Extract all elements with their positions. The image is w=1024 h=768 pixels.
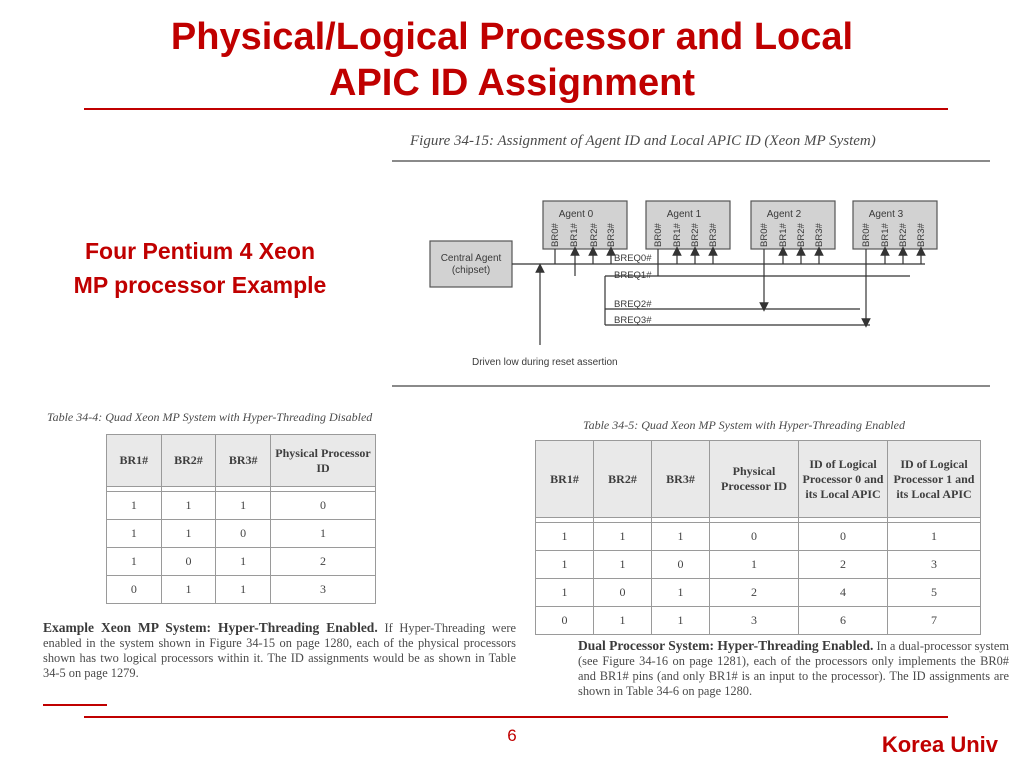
agent-1-label: Agent 1: [666, 209, 702, 220]
table-cell: 1: [652, 523, 710, 551]
agent-2-pin-br0: BR0#: [759, 223, 770, 247]
agent-0-pin-br0: BR0#: [550, 223, 561, 247]
table-row: [536, 551, 981, 579]
slide-title-line-2: APIC ID Assignment: [329, 62, 695, 104]
table-cell: 4: [799, 579, 888, 607]
breq1-label: BREQ1#: [614, 270, 652, 281]
col-header: Physical Processor ID: [710, 441, 799, 518]
agent-2-pin-br1: BR1#: [778, 223, 789, 247]
table-cell: 0: [161, 548, 216, 576]
table-row: [536, 579, 981, 607]
table-cell: 0: [652, 551, 710, 579]
agent-3-pin-br0: BR0#: [861, 223, 872, 247]
agent-2-pin-br2: BR2#: [796, 223, 807, 247]
table-left: [106, 434, 376, 604]
table-cell: 1: [652, 579, 710, 607]
title-divider: [84, 108, 948, 110]
agent-3-pin-br1: BR1#: [880, 223, 891, 247]
agent-1-pin-br1: BR1#: [672, 223, 683, 247]
agent-2-label: Agent 2: [766, 209, 802, 220]
side-caption-line-1: Four Pentium 4 Xeon: [84, 238, 316, 264]
paragraph-right: [578, 638, 1009, 699]
table-cell: 0: [710, 523, 799, 551]
col-header: BR1#: [107, 435, 162, 487]
table-cell: 1: [161, 520, 216, 548]
table-cell: 1: [161, 576, 216, 604]
table-cell: 1: [594, 523, 652, 551]
table-right: [535, 440, 981, 635]
agent-0-pin-br3: BR3#: [606, 223, 617, 247]
table-cell: 0: [594, 579, 652, 607]
table-cell: 3: [710, 607, 799, 635]
table-cell: 1: [594, 607, 652, 635]
table-cell: 1: [594, 551, 652, 579]
col-header: BR3#: [652, 441, 710, 518]
agent-id-diagram: [392, 162, 992, 384]
agent-2-box: [751, 201, 835, 249]
accent-underline: [43, 704, 107, 706]
table-cell: 1: [652, 607, 710, 635]
col-header: BR2#: [161, 435, 216, 487]
side-caption: [30, 234, 370, 302]
table-cell: 7: [888, 607, 981, 635]
table-cell: 1: [536, 523, 594, 551]
table-cell: 1: [536, 579, 594, 607]
table-cell: 1: [271, 520, 376, 548]
agent-0-pin-br1: BR1#: [569, 223, 580, 247]
agent-1-pin-br0: BR0#: [653, 223, 664, 247]
table-header-row: [107, 435, 376, 487]
table-cell: 1: [216, 492, 271, 520]
paragraph-right-heading: Dual Processor System: Hyper-Threading Enabled.: [578, 638, 874, 653]
page-number: 6: [507, 726, 517, 745]
agent-3-label: Agent 3: [868, 209, 904, 220]
agent-0-pin-br2: BR2#: [589, 223, 600, 247]
agent-3-box: [853, 201, 937, 249]
table-cell: 1: [107, 492, 162, 520]
table-cell: 0: [107, 576, 162, 604]
table-left-caption: Table 34-4: Quad Xeon MP System with Hyper-Threading Disabled: [47, 410, 373, 424]
agent-0-label: Agent 0: [558, 209, 594, 220]
table-cell: 1: [710, 551, 799, 579]
table-cell: 3: [271, 576, 376, 604]
reset-note: Driven low during reset assertion: [472, 357, 618, 368]
table-cell: 2: [710, 579, 799, 607]
col-header: ID of Logical Processor 0 and its Local APIC: [799, 441, 888, 518]
table-header-row: [536, 441, 981, 518]
table-row: [107, 520, 376, 548]
table-cell: 0: [799, 523, 888, 551]
agent-1-box: [646, 201, 730, 249]
paragraph-right-body: In a dual-processor system (see Figure 34-16 on page 1281), each of the processors only implements the BR0# and BR1# pins (and only BR1# is an input to the processor). The ID assignments are shown in Table 34-6 on page 1280.: [578, 639, 1009, 698]
table-cell: 0: [271, 492, 376, 520]
table-row: [536, 523, 981, 551]
agent-2-pin-br3: BR3#: [814, 223, 825, 247]
col-header: BR1#: [536, 441, 594, 518]
table-cell: 1: [161, 492, 216, 520]
paragraph-left: [43, 620, 516, 681]
table-cell: 2: [271, 548, 376, 576]
table-cell: 2: [799, 551, 888, 579]
agent-3-pin-br2: BR2#: [898, 223, 909, 247]
agent-0-box: [543, 201, 627, 249]
table-row: [107, 548, 376, 576]
breq0-label: BREQ0#: [614, 253, 652, 264]
table-cell: 0: [216, 520, 271, 548]
table-cell: 1: [888, 523, 981, 551]
table-cell: 1: [216, 576, 271, 604]
central-agent-box: [430, 241, 512, 287]
col-header: Physical Processor ID: [271, 435, 376, 487]
table-cell: 1: [536, 551, 594, 579]
paragraph-left-heading: Example Xeon MP System: Hyper-Threading Enabled.: [43, 620, 378, 635]
figure-caption: Figure 34-15: Assignment of Agent ID and Local APIC ID (Xeon MP System): [410, 133, 876, 149]
table-row: [107, 576, 376, 604]
table-row: [536, 607, 981, 635]
table-row: [107, 492, 376, 520]
agent-1-pin-br3: BR3#: [708, 223, 719, 247]
agent-3-pin-br3: BR3#: [916, 223, 927, 247]
col-header: BR3#: [216, 435, 271, 487]
brand-label: Korea Univ: [881, 732, 998, 757]
table-cell: 0: [536, 607, 594, 635]
footer-divider: [84, 716, 948, 718]
table-cell: 1: [107, 520, 162, 548]
table-cell: 3: [888, 551, 981, 579]
paragraph-left-body: If Hyper-Threading were enabled in the system shown in Figure 34-15 on page 1280, each of the physical processors shown has two logical processors within it. The ID assignments would be as shown in Table 34-5 on page 1279.: [43, 621, 516, 680]
table-cell: 5: [888, 579, 981, 607]
side-caption-line-2: MP processor Example: [73, 272, 327, 298]
breq3-label: BREQ3#: [614, 315, 652, 326]
breq2-label: BREQ2#: [614, 299, 652, 310]
table-right-caption: Table 34-5: Quad Xeon MP System with Hyper-Threading Enabled: [583, 418, 905, 432]
figure-bottom-rule: [392, 385, 990, 387]
col-header: ID of Logical Processor 1 and its Local APIC: [888, 441, 981, 518]
table-cell: 1: [107, 548, 162, 576]
central-agent-label: Central Agent: [440, 253, 502, 264]
slide-title: [0, 14, 1024, 106]
agent-1-pin-br2: BR2#: [690, 223, 701, 247]
central-agent-sublabel: (chipset): [451, 265, 491, 276]
table-cell: 1: [216, 548, 271, 576]
slide-title-line-1: Physical/Logical Processor and Local: [170, 16, 854, 58]
col-header: BR2#: [594, 441, 652, 518]
table-cell: 6: [799, 607, 888, 635]
